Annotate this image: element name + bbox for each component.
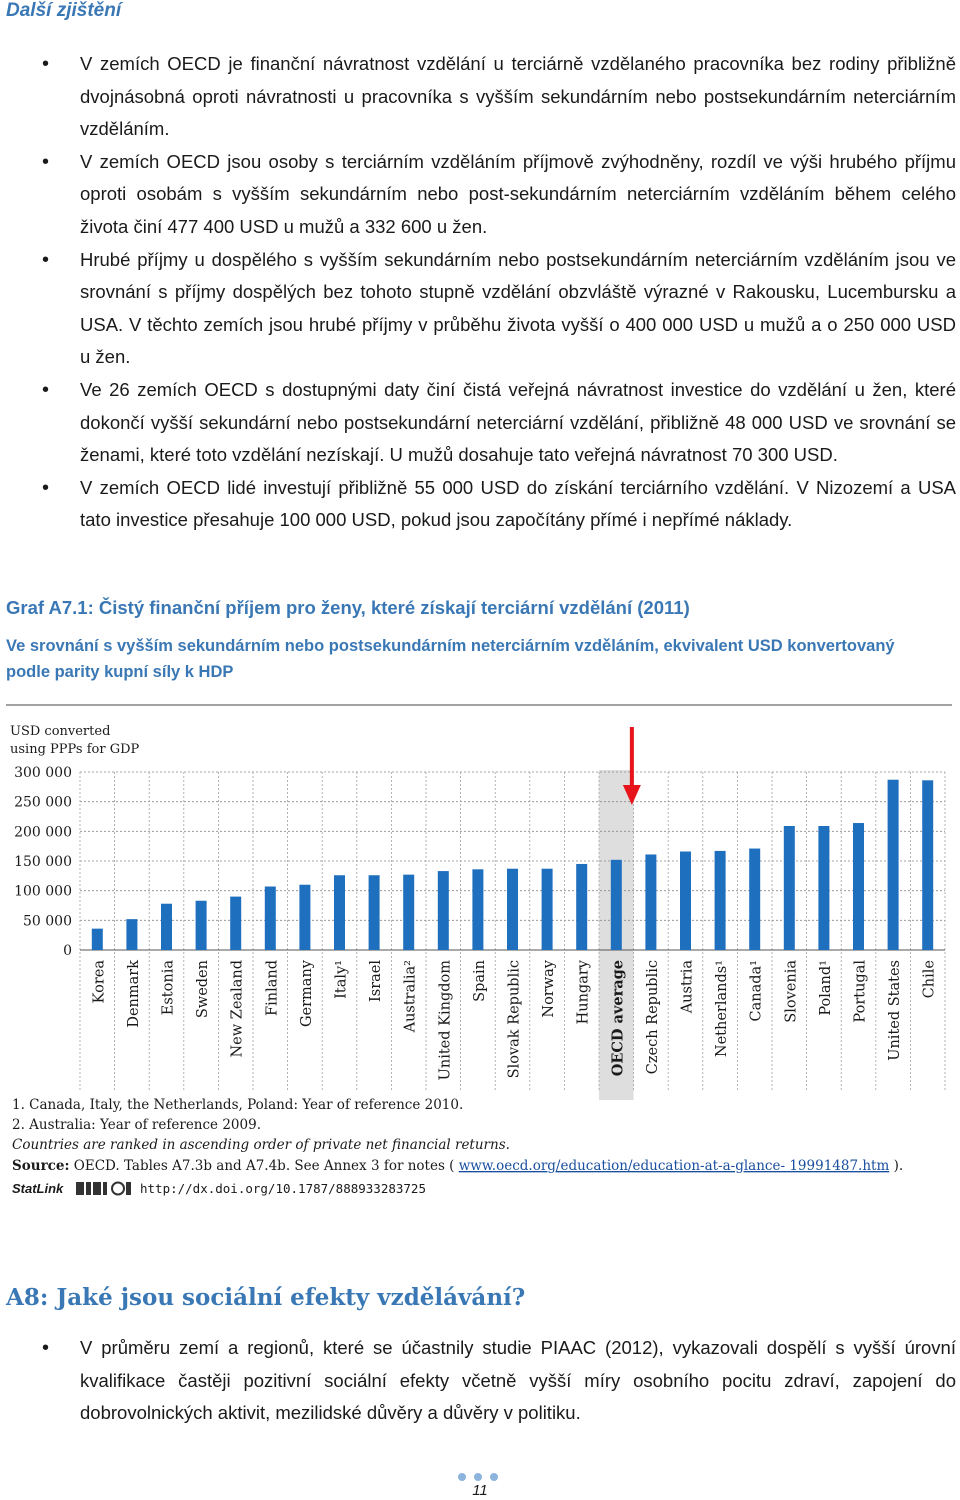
- category-label: Portugal: [852, 960, 869, 1023]
- finding-item: • V zemích OECD je finanční návratnost vzdělání u terciárně vzdělaného pracovníka bez rodiny přibližně dvojnásobná oproti návratnosti u pracovníka s vyšším sekundárním nebo postsekundárním neterciárním vzděláním.: [0, 48, 960, 146]
- finding-item: • V zemích OECD jsou osoby s terciárním vzděláním příjmově zvýhodněny, rozdíl ve výši hrubého příjmu oproti osobám s vyšším sekundárním nebo post-sekundárním neterciárním vzděláním během celého života činí 477 400 USD u mužů a 332 600 u žen.: [0, 146, 960, 244]
- statlink-url[interactable]: http://dx.doi.org/10.1787/888933283725: [140, 1181, 426, 1196]
- findings-list: [0, 48, 960, 537]
- section-a8-heading: A8: Jaké jsou sociální efekty vzdělávání?: [6, 1284, 526, 1311]
- category-label: Czech Republic: [644, 960, 661, 1075]
- finding-item: • Hrubé příjmy u dospělého s vyšším sekundárním nebo postsekundárním neterciárním vzděláním jsou ve srovnání s příjmy dospělých bez tohoto stupně vzdělání obzvláště výrazné v Rakousku, Lucembursku a USA. V těchto zemích jsou hrubé příjmy v průběhu života vyšší o 400 000 USD u mužů a o 250 000 USD u žen.: [0, 244, 960, 374]
- chart-source: [12, 1158, 903, 1174]
- category-label: Korea: [91, 960, 108, 1004]
- bar: [749, 849, 760, 950]
- bar: [230, 897, 241, 950]
- bar: [542, 869, 553, 950]
- category-label: Spain: [471, 960, 488, 1002]
- category-label: Poland¹: [817, 960, 834, 1016]
- section-heading: Další zjištění: [6, 0, 122, 21]
- chart-note-2: 2. Australia: Year of reference 2009.: [12, 1117, 261, 1133]
- bar: [645, 854, 656, 950]
- statlink-label: StatLink: [12, 1181, 64, 1196]
- footer-dots-icon: [458, 1468, 508, 1482]
- unit-label-line1: USD converted: [10, 724, 111, 739]
- bar: [472, 869, 483, 950]
- category-label: Israel: [368, 960, 385, 1002]
- finding-item: • Ve 26 zemích OECD s dostupnými daty činí čistá veřejná návratnost investice do vzdělání u žen, které dokončí vyšší sekundární nebo postsekundární neterciární vzdělání, přibližně 48 000 USD ve srovnání se ženami, které toto vzdělání nezískají. U mužů dosahuje tato veřejná návratnost 70 300 USD.: [0, 374, 960, 472]
- bar: [92, 929, 103, 950]
- y-tick-label: 250 000: [14, 794, 72, 811]
- category-label: Slovenia: [783, 960, 800, 1023]
- category-label: Sweden: [195, 960, 212, 1019]
- finding-item: • V zemích OECD lidé investují přibližně 55 000 USD do získání terciárního vzdělání. V Nizozemí a USA tato investice přesahuje 100 000 USD, pokud jsou započítány přímé i nepřímé náklady.: [0, 472, 960, 537]
- bar: [818, 826, 829, 950]
- bar: [369, 875, 380, 950]
- category-label: Chile: [921, 960, 938, 999]
- category-label: United Kingdom: [437, 960, 454, 1081]
- y-tick-labels: [14, 765, 72, 959]
- page-number: 11: [472, 1482, 488, 1499]
- social-effects-list: [0, 1332, 960, 1430]
- chart-caption-title: Graf A7.1: Čistý finanční příjem pro ženy, které získají terciární vzdělání (2011): [6, 597, 690, 618]
- category-label: Netherlands¹: [714, 960, 731, 1058]
- bar: [265, 887, 276, 950]
- category-label: New Zealand: [229, 960, 246, 1058]
- bar: [438, 871, 449, 950]
- y-tick-label: 200 000: [14, 824, 72, 841]
- bar: [299, 885, 310, 950]
- chart-caption-subtitle: Ve srovnání s vyšším sekundárním nebo postsekundárním neterciárním vzděláním, ekvivalent USD konvertovaný podle parity kupní síly k HDP: [6, 637, 895, 681]
- bar: [161, 904, 172, 950]
- category-label: Norway: [541, 960, 558, 1018]
- category-label: Slovak Republic: [506, 960, 523, 1079]
- bar: [196, 901, 207, 950]
- social-effect-item: • V průměru zemí a regionů, které se účastnily studie PIAAC (2012), vykazovali dospělí s vyšší úrovní kvalifikace častěji pozitivní sociální efekty včetně vyšší míry osobního pocitu zdraví, zapojení do dobrovolnických aktivit, mezilidské důvěry a důvěry v politiku.: [0, 1332, 960, 1430]
- bar: [680, 852, 691, 950]
- bar: [784, 826, 795, 950]
- statlink-logo-icon: [76, 1182, 131, 1195]
- bar: [507, 869, 518, 950]
- category-label: Estonia: [160, 960, 177, 1016]
- bar: [403, 875, 414, 950]
- bar: [611, 860, 622, 950]
- chart-note-ranking: Countries are ranked in ascending order of private net financial returns.: [12, 1137, 510, 1153]
- y-tick-label: 50 000: [23, 913, 72, 930]
- category-label: Finland: [264, 960, 281, 1016]
- bar: [126, 919, 137, 950]
- bar: [576, 864, 587, 950]
- category-label: Canada¹: [748, 960, 765, 1022]
- source-end: ).: [893, 1158, 904, 1174]
- y-tick-label: 300 000: [14, 765, 72, 781]
- category-label: Hungary: [575, 960, 592, 1025]
- net-financial-returns-chart: [0, 700, 960, 1210]
- category-label: Denmark: [125, 960, 142, 1028]
- bar: [334, 875, 345, 950]
- source-text: OECD. Tables A7.3b and A7.4b. See Annex 3 for notes (: [73, 1158, 455, 1174]
- category-label: Italy¹: [333, 960, 350, 999]
- category-label: OECD average: [609, 960, 627, 1077]
- category-label: Australia²: [402, 960, 419, 1033]
- category-label: Austria: [679, 960, 696, 1014]
- y-tick-label: 150 000: [14, 854, 72, 870]
- y-tick-label: 100 000: [14, 883, 72, 900]
- category-label: Germany: [298, 960, 315, 1028]
- bar: [853, 823, 864, 950]
- chart-note-1: 1. Canada, Italy, the Netherlands, Poland: Year of reference 2010.: [12, 1097, 464, 1113]
- unit-label-line2: using PPPs for GDP: [10, 742, 140, 757]
- source-link[interactable]: www.oecd.org/education/education-at-a-glance- 19991487.htm: [458, 1158, 890, 1174]
- y-tick-label: 0: [63, 943, 72, 959]
- category-label: United States: [887, 960, 904, 1061]
- bar: [715, 851, 726, 950]
- bar: [922, 780, 933, 950]
- bar: [888, 780, 899, 950]
- source-label: Source:: [12, 1158, 70, 1174]
